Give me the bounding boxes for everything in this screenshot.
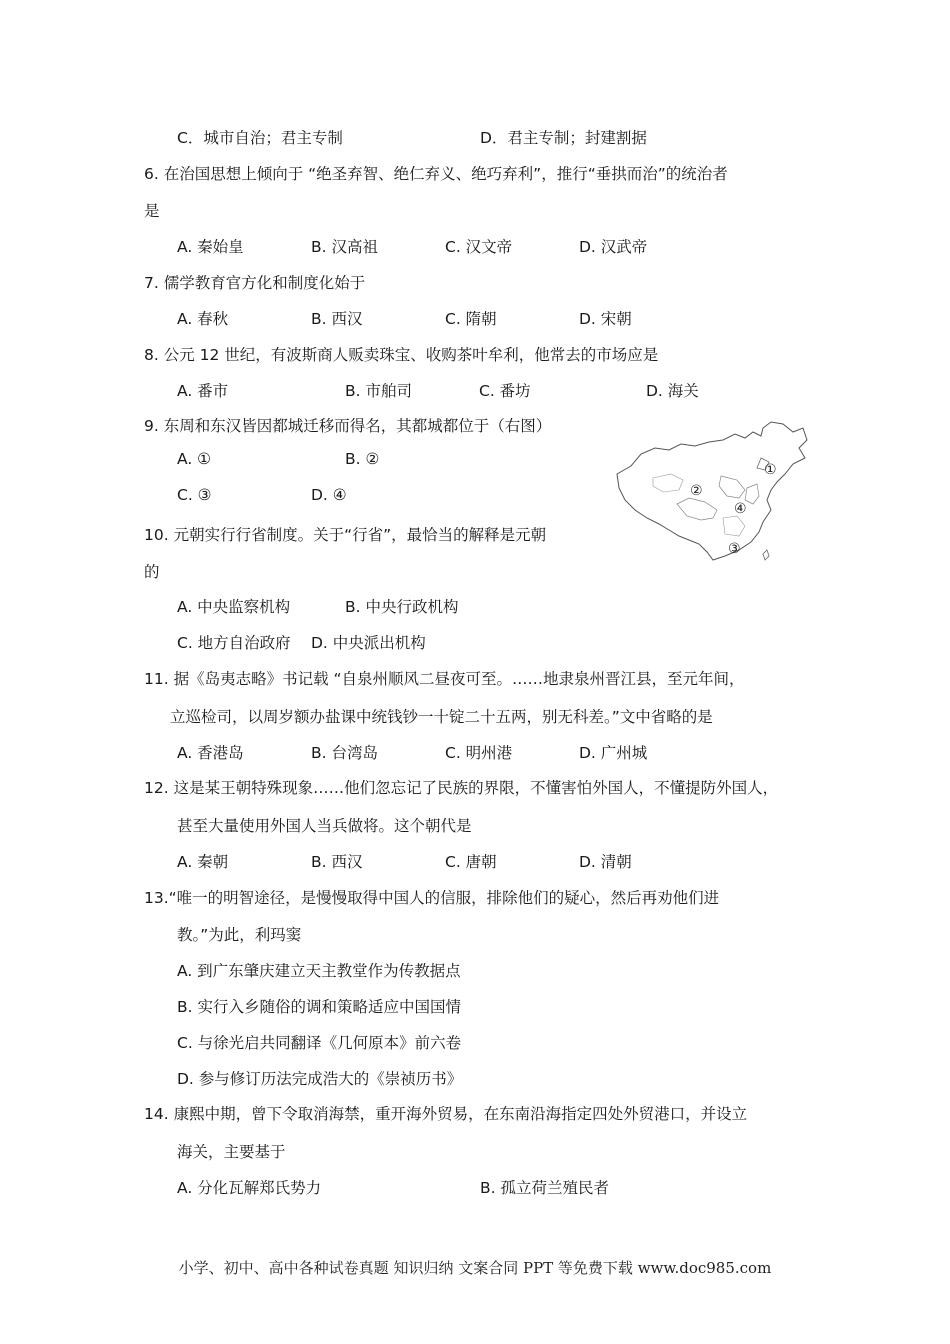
q12-option-c: C. 唐朝: [445, 853, 497, 871]
q8-option-a: A. 番市: [177, 382, 229, 400]
map-label-3: ③: [728, 541, 741, 557]
q10-option-c: C. 地方自治政府: [177, 634, 291, 652]
q12-option-d: D. 清朝: [579, 853, 632, 871]
q10-option-b: B. 中央行政机构: [345, 598, 459, 616]
map-label-2: ②: [690, 483, 703, 499]
q14-stem-line1: 14. 康熙中期，曾下令取消海禁，重开海外贸易，在东南沿海指定四处外贸港口，并设立: [144, 1105, 748, 1123]
q14-option-b: B. 孤立荷兰殖民者: [480, 1179, 609, 1197]
map-label-4: ④: [734, 501, 747, 517]
q6-option-a: A. 秦始皇: [177, 238, 244, 256]
q12-option-a: A. 秦朝: [177, 853, 229, 871]
china-outline: [617, 422, 807, 560]
china-map-figure: [613, 418, 809, 568]
q13-option-a: A. 到广东肇庆建立天主教堂作为传教据点: [177, 962, 461, 980]
q6-stem-line1: 6. 在治国思想上倾向于 “绝圣弃智、绝仁弃义、绝巧弃利”，推行“垂拱而治”的统治者: [144, 165, 728, 183]
q8-option-d: D. 海关: [646, 382, 699, 400]
q5-option-d: D．君主专制；封建割据: [480, 129, 647, 147]
q9-option-d: D. ④: [311, 486, 347, 504]
q7-option-b: B. 西汉: [311, 310, 363, 328]
q6-option-c: C. 汉文帝: [445, 238, 513, 256]
q7-option-c: C. 隋朝: [445, 310, 497, 328]
q7-stem: 7. 儒学教育官方化和制度化始于: [144, 274, 366, 292]
q11-stem-line1: 11. 据《岛夷志略》书记载 “自泉州顺风二昼夜可至。……地隶泉州晋江县，至元年间，: [144, 670, 745, 688]
q6-stem-line2: 是: [144, 202, 160, 220]
q14-stem-line2: 海关，主要基于: [177, 1143, 286, 1161]
q8-option-b: B. 市舶司: [345, 382, 412, 400]
q7-option-d: D. 宋朝: [579, 310, 632, 328]
q8-stem: 8. 公元 12 世纪，有波斯商人贩卖珠宝、收购茶叶牟利，他常去的市场应是: [144, 346, 659, 364]
q10-option-d: D. 中央派出机构: [311, 634, 426, 652]
q8-option-c: C. 番坊: [479, 382, 531, 400]
q12-stem-line1: 12. 这是某王朝特殊现象……他们忽忘记了民族的界限，不懂害怕外国人，不懂提防外国人，: [144, 779, 779, 797]
q13-option-d: D. 参与修订历法完成浩大的《崇祯历书》: [177, 1070, 463, 1088]
q9-option-c: C. ③: [177, 486, 212, 504]
q6-option-d: D. 汉武帝: [579, 238, 648, 256]
q13-option-c: C. 与徐光启共同翻译《几何原本》前六卷: [177, 1034, 462, 1052]
q10-stem-line1: 10. 元朝实行行省制度。关于“行省”，最恰当的解释是元朝: [144, 526, 547, 544]
q11-option-d: D. 广州城: [579, 744, 648, 762]
q12-option-b: B. 西汉: [311, 853, 363, 871]
q9-option-b: B. ②: [345, 450, 380, 468]
q9-option-a: A. ①: [177, 450, 212, 468]
q7-option-a: A. 春秋: [177, 310, 229, 328]
page-footer: 小学、初中、高中各种试卷真题 知识归纳 文案合同 PPT 等免费下载 www.doc985.com: [178, 1259, 772, 1277]
q11-stem-line2: 立巡检司，以周岁额办盐课中统钱钞一十锭二十五两，别无科差。”文中省略的是: [170, 708, 713, 726]
q10-stem-line2: 的: [144, 563, 160, 581]
q11-option-a: A. 香港岛: [177, 744, 244, 762]
q13-stem-line2: 教。”为此，利玛窦: [177, 926, 302, 944]
q10-option-a: A. 中央监察机构: [177, 598, 291, 616]
q13-stem-line1: 13.“唯一的明智途径，是慢慢取得中国人的信服，排除他们的疑心，然后再劝他们进: [144, 889, 720, 907]
q11-option-c: C. 明州港: [445, 744, 513, 762]
map-label-1: ①: [764, 462, 777, 478]
q13-option-b: B. 实行入乡随俗的调和策略适应中国国情: [177, 998, 461, 1016]
q14-option-a: A. 分化瓦解郑氏势力: [177, 1179, 322, 1197]
q12-stem-line2: 甚至大量使用外国人当兵做将。这个朝代是: [177, 817, 472, 835]
q6-option-b: B. 汉高祖: [311, 238, 378, 256]
q9-stem: 9. 东周和东汉皆因都城迁移而得名，其都城都位于（右图）: [144, 417, 552, 435]
q11-option-b: B. 台湾岛: [311, 744, 378, 762]
q5-option-c: C．城市自治；君主专制: [177, 129, 343, 147]
